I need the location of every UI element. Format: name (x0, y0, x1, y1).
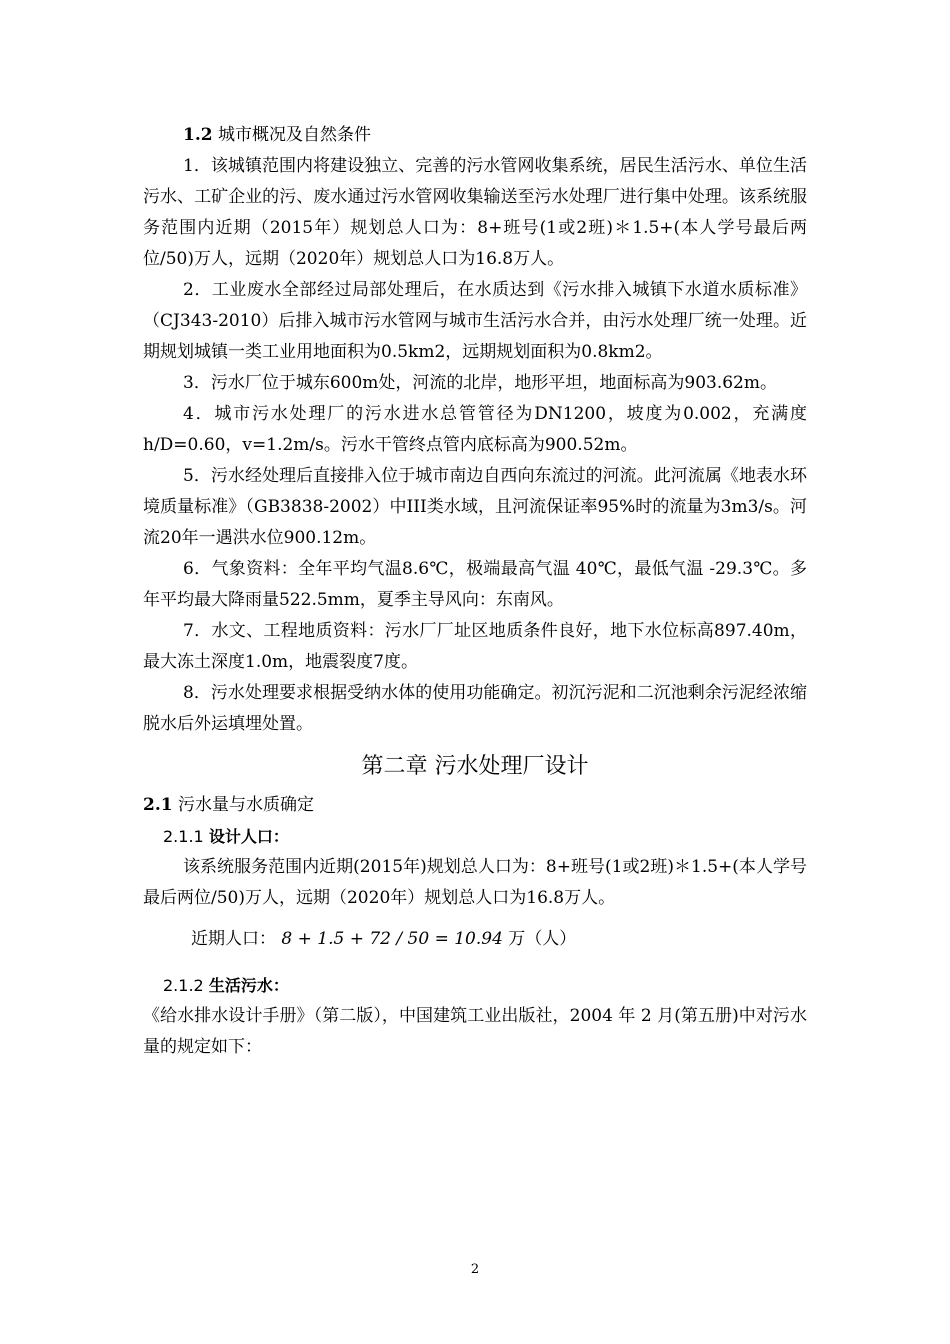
formula-expression: 8 + 1.5 + 72 / 50 = 10.94 (281, 929, 503, 949)
paragraph-domestic-sewage: 《给水排水设计手册》（第二版），中国建筑工业出版社，2004 年 2 月(第五册)中对污水量的规定如下： (143, 1006, 807, 1057)
paragraph-6: 6．气象资料：全年平均气温8.6℃，极端最高气温 40℃，最低气温 -29.3℃。多年平均最大降雨量522.5mm，夏季主导风向：东南风。 (143, 559, 807, 610)
formula-label: 近期人口： (191, 929, 276, 949)
page-content (143, 120, 807, 1063)
paragraph-2: 2．工业废水全部经过局部处理后，在水质达到《污水排入城镇下水道水质标准》（CJ343-2010）后排入城市污水管网与城市生活污水合并，由污水处理厂统一处理。近期规划城镇一类工业用地面积为0.5km2，远期规划面积为0.8km2。 (143, 280, 807, 362)
section-title: 污水量与水质确定 (177, 795, 314, 815)
section-number: 2.1 (143, 795, 173, 815)
paragraph-1: 1．该城镇范围内将建设独立、完善的污水管网收集系统，居民生活污水、单位生活污水、工矿企业的污、废水通过污水管网收集输送至污水处理厂进行集中处理。该系统服务范围内近期（2015年）规划总人口为：8+班号(1或2班)＊1.5+(本人学号最后两位/50)万人，远期（2020年）规划总人口为16.8万人。 (143, 156, 807, 269)
formula-unit: 万（人） (508, 929, 577, 949)
paragraph-4: 4．城市污水处理厂的污水进水总管管径为DN1200，坡度为0.002，充满度h/D=0.60，v=1.2m/s。污水干管终点管内底标高为900.52m。 (143, 404, 807, 455)
section-title: 设计人口： (208, 827, 289, 846)
section-number: 1.2 (183, 125, 213, 145)
section-title: 城市概况及自然条件 (217, 125, 371, 145)
paragraph-5: 5．污水经处理后直接排入位于城市南边自西向东流过的河流。此河流属《地表水环境质量标准》（GB3838-2002）中III类水域，且河流保证率95%时的流量为3m3/s。河流20年一遇洪水位900.12m。 (143, 466, 807, 548)
section-number: 2.1.2 (163, 976, 204, 995)
paragraph-design-population: 该系统服务范围内近期(2015年)规划总人口为：8+班号(1或2班)＊1.5+(本人学号最后两位/50)万人，远期（2020年）规划总人口为16.8万人。 (143, 857, 807, 908)
chapter-title: 第二章 污水处理厂设计 (361, 754, 589, 779)
section-heading-2-1-2 (143, 970, 807, 1001)
paragraph-8: 8．污水处理要求根据受纳水体的使用功能确定。初沉污泥和二沉池剩余污泥经浓缩脱水后外运填埋处置。 (143, 683, 807, 734)
population-formula (143, 922, 807, 956)
section-heading-2-1-1 (143, 821, 807, 852)
section-heading-2-1 (143, 790, 807, 821)
paragraph-7: 7．水文、工程地质资料：污水厂厂址区地质条件良好，地下水位标高897.40m，最大冻土深度1.0m，地震裂度7度。 (143, 621, 807, 672)
section-heading-1-2 (143, 120, 807, 151)
section-title: 生活污水： (208, 976, 289, 995)
paragraph-3: 3．污水厂位于城东600m处，河流的北岸，地形平坦，地面标高为903.62m。 (183, 373, 777, 393)
page-number: 2 (470, 1262, 480, 1277)
section-number: 2.1.1 (163, 827, 204, 846)
